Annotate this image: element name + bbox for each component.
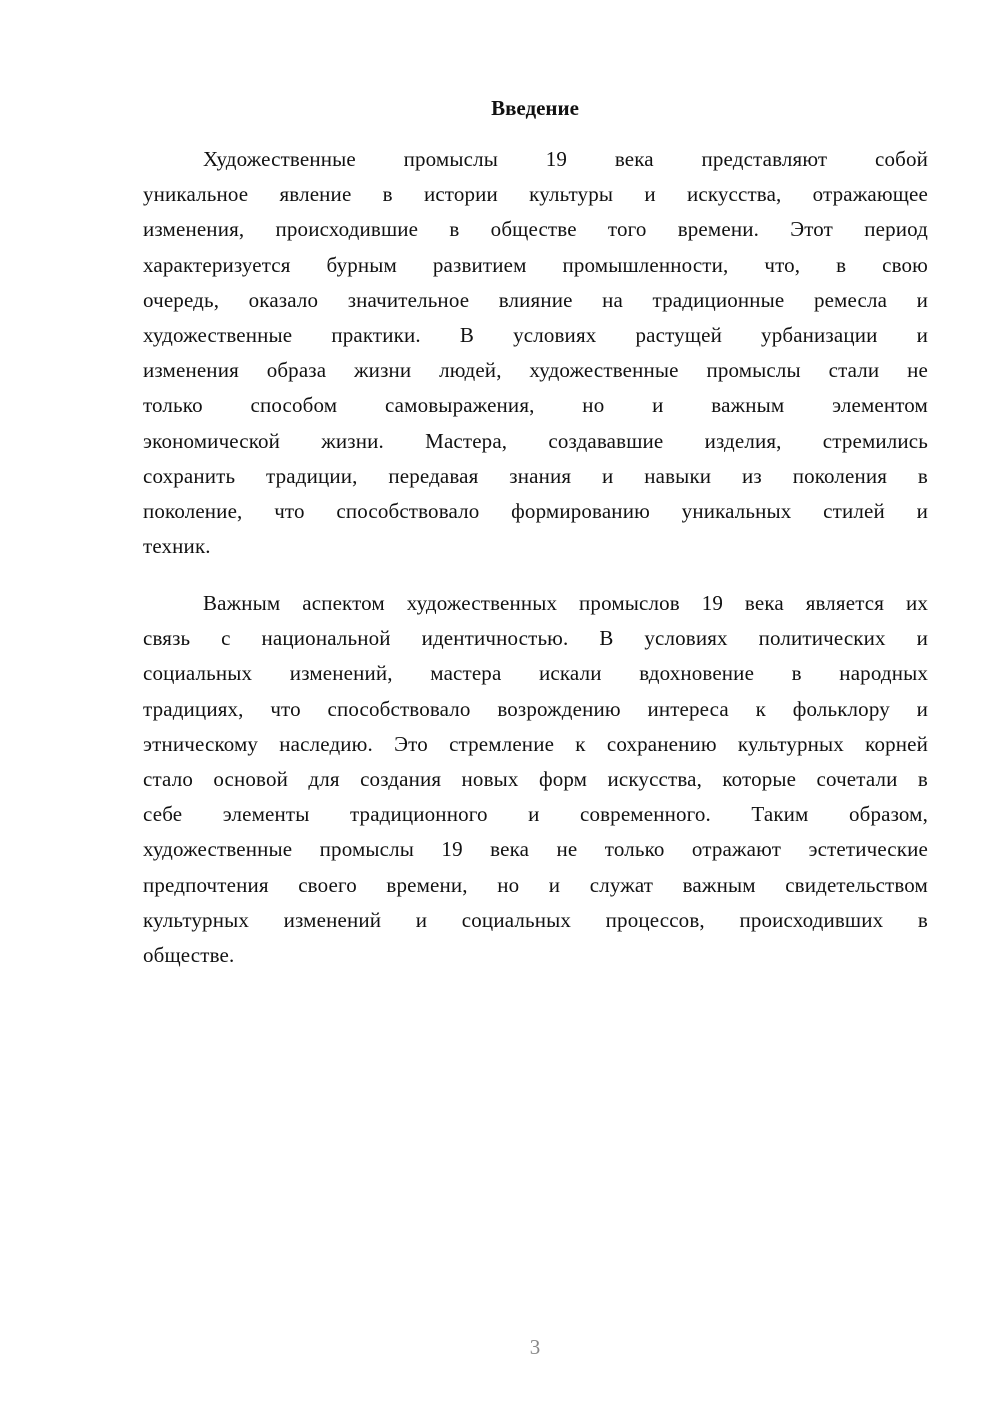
text-line: этническому наследию. Это стремление к сохранению культурных корней xyxy=(143,731,928,756)
text-line: культурных изменений и социальных процессов, происходивших в xyxy=(143,907,928,932)
paragraph-2 xyxy=(143,586,928,973)
text-line: обществе. xyxy=(143,942,235,967)
text-line: уникальное явление в истории культуры и искусства, отражающее xyxy=(143,182,928,207)
text-line: художественные практики. В условиях растущей урбанизации и xyxy=(143,322,928,347)
section-title: Введение xyxy=(491,96,579,120)
text-line: изменения образа жизни людей, художественные промыслы стали не xyxy=(143,358,928,383)
text-line: Художественные промыслы 19 века представляют собой xyxy=(203,147,928,171)
text-line: только способом самовыражения, но и важным элементом xyxy=(143,393,928,418)
text-line: техник. xyxy=(143,534,211,559)
text-line: стало основой для создания новых форм искусства, которые сочетали в xyxy=(143,766,928,791)
text-line: очередь, оказало значительное влияние на традиционные ремесла и xyxy=(143,287,928,312)
text-line: поколение, что способствовало формированию уникальных стилей и xyxy=(143,498,928,523)
text-line: изменения, происходившие в обществе того времени. Этот период xyxy=(143,217,928,242)
text-line: Важным аспектом художественных промыслов 19 века является их xyxy=(203,591,928,615)
text-line: характеризуется бурным развитием промышленности, что, в свою xyxy=(143,252,928,277)
text-line: предпочтения своего времени, но и служат важным свидетельством xyxy=(143,872,928,897)
text-line: экономической жизни. Мастера, создававшие изделия, стремились xyxy=(143,428,928,453)
text-line: связь с национальной идентичностью. В условиях политических и xyxy=(143,626,928,651)
text-line: традициях, что способствовало возрождению интереса к фольклору и xyxy=(143,696,928,721)
text-line: себе элементы традиционного и современного. Таким образом, xyxy=(143,802,928,827)
text-line: сохранить традиции, передавая знания и навыки из поколения в xyxy=(143,463,928,488)
page-number: 3 xyxy=(529,1335,541,1359)
paragraph-1 xyxy=(143,142,928,564)
text-line: социальных изменений, мастера искали вдохновение в народных xyxy=(143,661,928,686)
text-line: художественные промыслы 19 века не только отражают эстетические xyxy=(143,837,928,862)
